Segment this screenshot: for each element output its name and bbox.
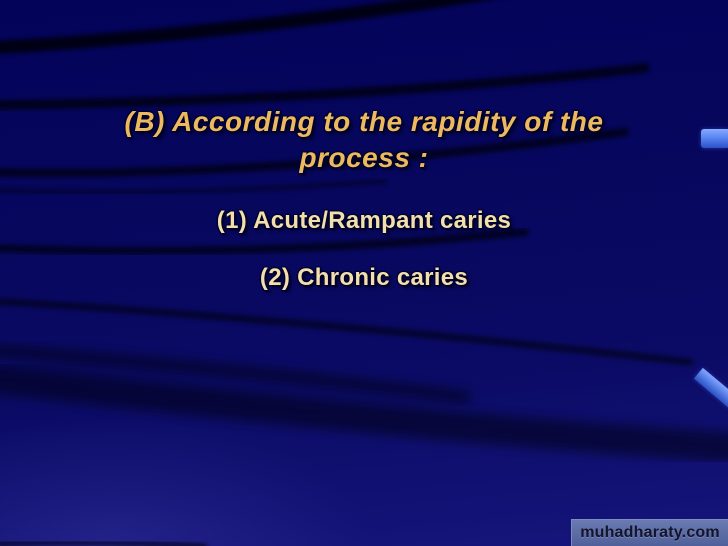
slide-title-line-2: process : — [299, 142, 429, 173]
slide-title-line-1: (B) According to the rapidity of the — [124, 106, 604, 137]
slide-text-block — [0, 104, 728, 293]
watermark-text: muhadharaty.com — [580, 524, 720, 541]
list-item-acute-rampant-caries: (1) Acute/Rampant caries — [216, 207, 512, 234]
watermark-badge — [571, 519, 728, 546]
list-item-chronic-caries: (2) Chronic caries — [259, 264, 469, 291]
slide-title — [40, 104, 688, 176]
